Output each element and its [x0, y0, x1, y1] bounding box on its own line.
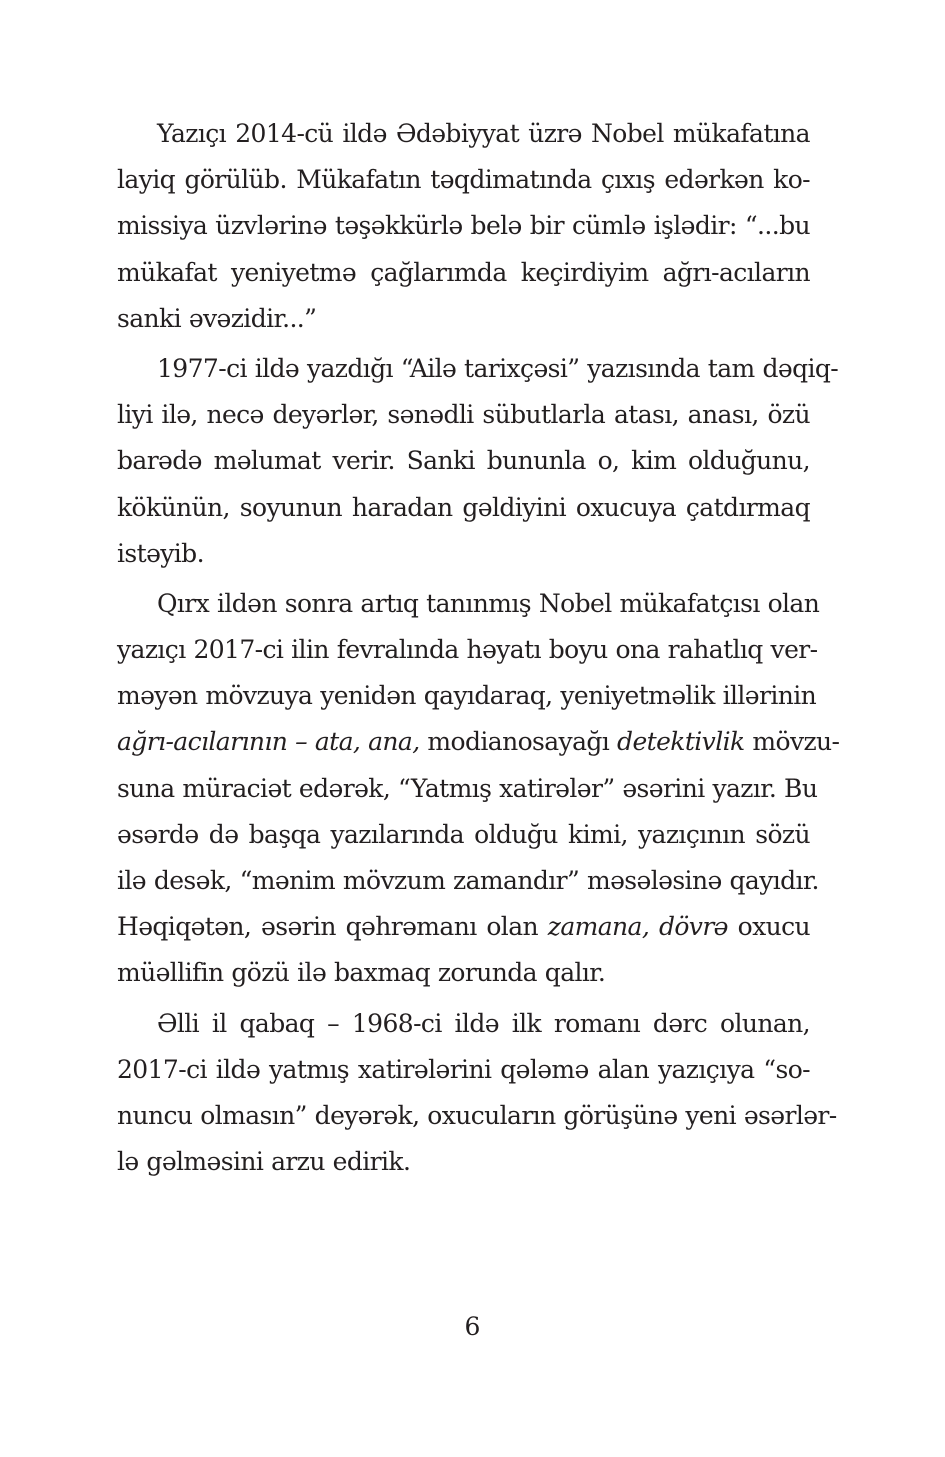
text-line: yazıçı 2017-ci ilin fevralında həyatı boyu ona rahatlıq ver-	[117, 635, 818, 665]
text-segment: oxucu	[727, 912, 810, 942]
text-line: lə gəlməsini arzu edirik.	[117, 1147, 411, 1177]
paragraph	[117, 1001, 837, 1186]
text-line: əsərdə də başqa yazılarında olduğu kimi, yazıçının sözü	[117, 819, 810, 849]
text-segment: modianosayağı	[419, 727, 618, 757]
text-line: nuncu olmasın” deyərək, oxucuların görüşünə yeni əsərlər-	[117, 1100, 837, 1130]
text-line: 2017-ci ildə yatmış xatirələrini qələmə alan yazıçıya “so-	[117, 1054, 810, 1084]
italic-phrase: ağrı-acılarının – ata, ana,	[117, 727, 420, 757]
text-line: suna müraciət edərək, “Yatmış xatirələr” əsərini yazır. Bu	[117, 773, 818, 803]
text-line: 1977-ci ildə yazdığı “Ailə tarixçəsi” yazısında tam dəqiq-	[157, 353, 839, 383]
text-segment: mövzu-	[744, 727, 840, 757]
text-line: ilə desək, “mənim mövzum zamandır” məsələsinə qayıdır.	[117, 866, 819, 895]
text-line: məyən mövzuya yenidən qayıdaraq, yeniyetməlik illərinin	[117, 681, 817, 711]
text-line: liyi ilə, necə deyərlər, sənədli sübutlarla atası, anası, özü	[117, 400, 810, 430]
text-line: sanki əvəzidir...”	[117, 303, 317, 333]
text-line: kökünün, soyunun haradan gəldiyini oxucuya çatdırmaq	[117, 492, 810, 522]
text-line: istəyib.	[117, 538, 204, 568]
paragraph	[117, 346, 839, 577]
text-line: layiq görülüb. Mükafatın təqdimatında çıxış edərkən ko-	[117, 165, 810, 195]
paragraph	[117, 111, 810, 342]
italic-phrase: detektivlik	[617, 727, 745, 757]
text-line	[117, 719, 840, 765]
page-number: 6	[464, 1312, 481, 1341]
body-text	[117, 111, 840, 1185]
text-line: müəllifin gözü ilə baxmaq zorunda qalır.	[117, 958, 606, 988]
text-line: barədə məlumat verir. Sanki bununla o, kim olduğunu,	[117, 446, 810, 476]
text-line: Qırx ildən sonra artıq tanınmış Nobel mükafatçısı olan	[157, 588, 820, 618]
text-segment: Həqiqətən, əsərin qəhrəmanı olan	[117, 912, 548, 942]
text-line: Yazıçı 2014-cü ildə Ədəbiyyat üzrə Nobel mükafatına	[157, 119, 810, 148]
text-line: missiya üzvlərinə təşəkkürlə belə bir cümlə işlədir: “...bu	[117, 211, 810, 241]
text-line	[117, 904, 810, 950]
paragraph	[117, 581, 840, 997]
italic-phrase: zamana, dövrə	[547, 912, 728, 942]
text-line: Əlli il qabaq – 1968-ci ildə ilk romanı dərc olunan,	[157, 1008, 810, 1038]
text-line: mükafat yeniyetmə çağlarımda keçirdiyim ağrı-acıların	[117, 257, 810, 287]
